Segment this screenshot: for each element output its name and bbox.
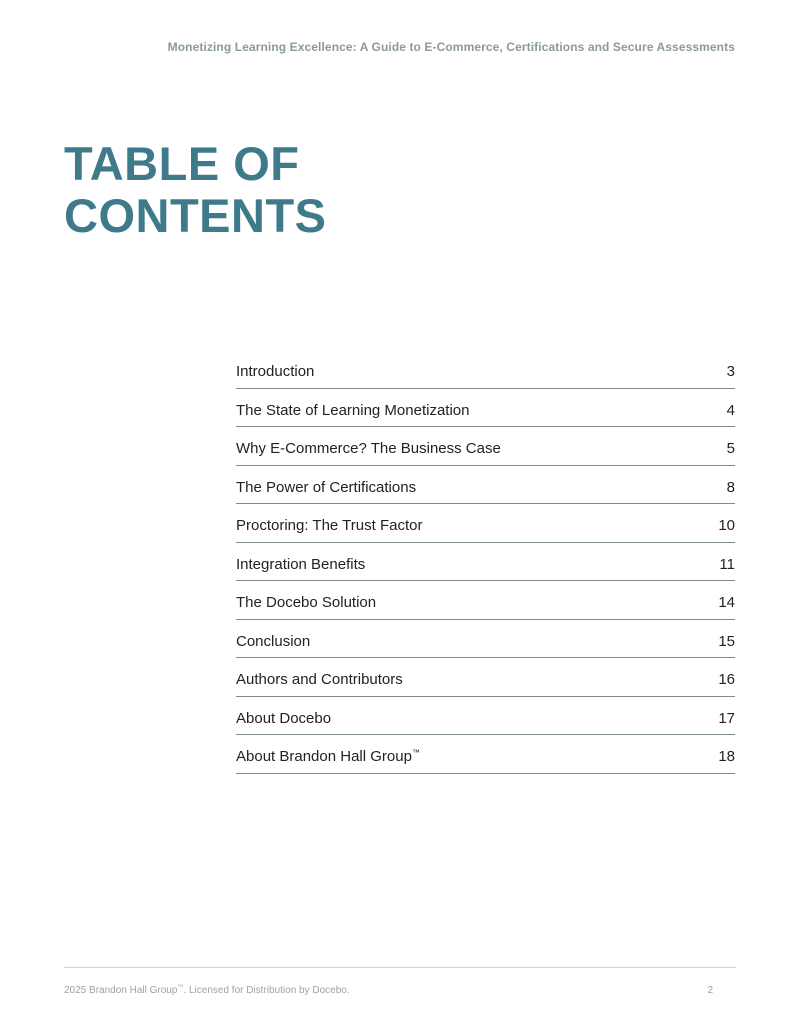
toc-entry-page: 16 bbox=[718, 671, 735, 689]
trademark-mark: ™ bbox=[411, 748, 420, 758]
page-title-line-2: CONTENTS bbox=[64, 189, 327, 242]
toc-entry-title bbox=[236, 742, 420, 765]
toc-entry-title: Proctoring: The Trust Factor bbox=[236, 517, 423, 535]
toc-entry-page: 15 bbox=[718, 632, 735, 650]
page-title bbox=[64, 138, 327, 242]
toc-entry-power-of-certifications[interactable] bbox=[236, 466, 735, 505]
toc-entry-about-brandon-hall-group[interactable] bbox=[236, 735, 735, 774]
table-of-contents bbox=[236, 350, 735, 774]
toc-entry-title: The Power of Certifications bbox=[236, 478, 417, 496]
footer-copyright-prefix: 2025 Brandon Hall Group bbox=[64, 985, 178, 996]
toc-entry-page: 4 bbox=[726, 401, 735, 419]
toc-entry-page: 17 bbox=[718, 709, 735, 727]
footer-copyright bbox=[64, 985, 350, 996]
toc-entry-about-docebo[interactable] bbox=[236, 697, 735, 736]
trademark-mark: ™ bbox=[177, 984, 184, 991]
toc-entry-title: Introduction bbox=[236, 363, 315, 381]
toc-entry-page: 3 bbox=[726, 363, 735, 381]
toc-entry-title: Conclusion bbox=[236, 632, 311, 650]
running-header: Monetizing Learning Excellence: A Guide to E-Commerce, Certifications and Secure Assessments bbox=[167, 40, 735, 54]
toc-entry-state-of-learning-monetization[interactable] bbox=[236, 389, 735, 428]
toc-entry-title: About Docebo bbox=[236, 709, 332, 727]
toc-entry-integration-benefits[interactable] bbox=[236, 543, 735, 582]
toc-entry-introduction[interactable] bbox=[236, 350, 735, 389]
toc-entry-page: 11 bbox=[719, 555, 735, 573]
toc-entry-conclusion[interactable] bbox=[236, 620, 735, 659]
toc-entry-title: The Docebo Solution bbox=[236, 594, 377, 612]
toc-entry-title: Integration Benefits bbox=[236, 555, 366, 573]
toc-entry-page: 18 bbox=[718, 748, 735, 766]
toc-entry-title: Why E-Commerce? The Business Case bbox=[236, 440, 501, 458]
toc-entry-why-e-commerce[interactable] bbox=[236, 427, 735, 466]
toc-entry-page: 10 bbox=[718, 517, 735, 535]
toc-entry-title-text: About Brandon Hall Group bbox=[236, 748, 412, 766]
page-title-line-1: TABLE OF bbox=[64, 137, 300, 190]
toc-entry-docebo-solution[interactable] bbox=[236, 581, 735, 620]
footer-copyright-suffix: . Licensed for Distribution by Docebo. bbox=[183, 985, 350, 996]
toc-entry-title: Authors and Contributors bbox=[236, 671, 403, 689]
toc-entry-authors-and-contributors[interactable] bbox=[236, 658, 735, 697]
footer-page-number: 2 bbox=[707, 985, 713, 996]
toc-entry-page: 5 bbox=[726, 440, 735, 458]
toc-entry-page: 8 bbox=[726, 478, 735, 496]
toc-entry-proctoring[interactable] bbox=[236, 504, 735, 543]
footer-divider bbox=[64, 967, 736, 968]
toc-entry-page: 14 bbox=[718, 594, 735, 612]
toc-entry-title: The State of Learning Monetization bbox=[236, 401, 470, 419]
